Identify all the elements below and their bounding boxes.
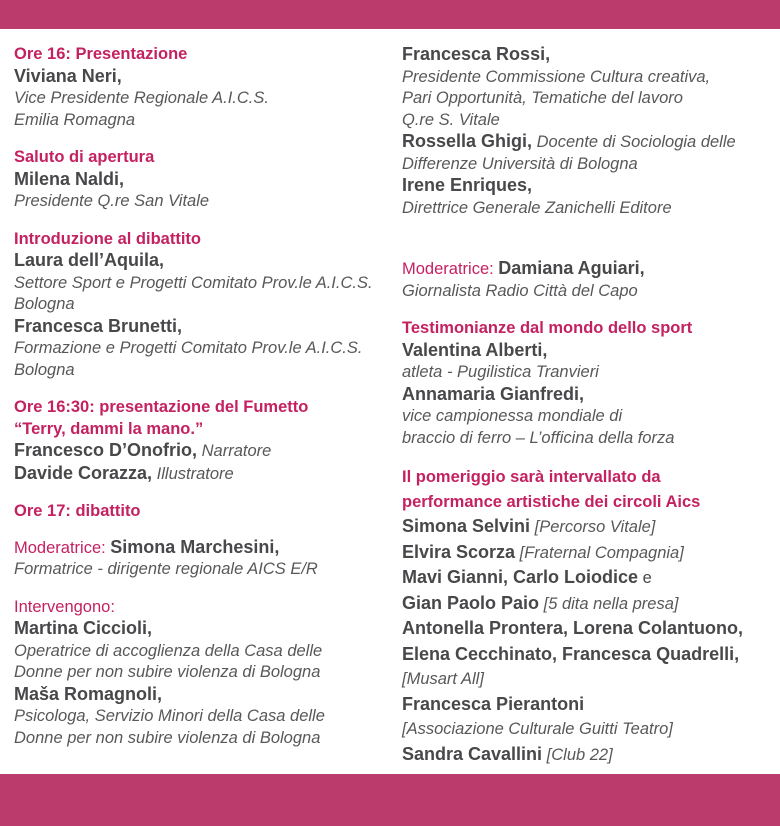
label-text: Intervengono:: [14, 597, 115, 616]
section-heading-text: Saluto di apertura: [14, 148, 155, 166]
program-line: [14, 191, 392, 213]
column-left: [14, 44, 392, 765]
program-line: [14, 44, 392, 66]
person-name: Simona Marchesini,: [110, 536, 280, 557]
role-text: atleta - Pugilistica Tranvieri: [402, 363, 599, 381]
person-name: Elvira Scorza: [402, 541, 516, 562]
program-line: [402, 340, 772, 363]
person-name: Laura dell’Aquila,: [14, 250, 165, 270]
program-line: [14, 250, 392, 273]
section-heading-text: Testimonianze dal mondo dello sport: [402, 319, 693, 337]
program-block: [14, 597, 392, 750]
role-text: Presidente Commissione Cultura creativa,: [402, 67, 711, 86]
program-line: [14, 559, 392, 581]
program-block: [14, 44, 392, 131]
program-line: [14, 618, 392, 641]
program-line: [402, 154, 772, 176]
role-text: [5 dita nella presa]: [539, 594, 679, 613]
program-line: [14, 597, 392, 619]
person-name: Viviana Neri,: [14, 65, 122, 86]
program-line: [14, 273, 392, 295]
program-line: [14, 501, 392, 523]
program-line: [14, 706, 392, 728]
role-text: Formazione e Progetti Comitato Prov.le A.I.C.S.: [14, 339, 363, 357]
program-line: [402, 642, 772, 668]
program-line: [14, 662, 392, 684]
role-text: Giornalista Radio Città del Capo: [402, 281, 638, 300]
section-heading-text: Ore 16:30: presentazione del Fumetto: [14, 398, 309, 416]
program-line: [14, 66, 392, 89]
label-text: Moderatrice:: [14, 538, 111, 557]
role-text: Narratore: [197, 442, 272, 460]
program-line: [402, 175, 772, 198]
program-line: [14, 684, 392, 707]
program-block: [402, 465, 772, 767]
role-text: [Club 22]: [542, 745, 613, 764]
role-text: Illustratore: [152, 464, 234, 483]
program-line: [402, 88, 772, 110]
label-text: Moderatrice:: [402, 260, 499, 278]
program-line: [14, 110, 392, 132]
role-text: Vice Presidente Regionale A.I.C.S.: [14, 89, 269, 107]
person-name: Antonella Prontera, Lorena Colantuono,: [402, 618, 744, 638]
person-name: Valentina Alberti,: [402, 339, 548, 360]
section-heading-text: performance artistiche dei circoli Aics: [402, 492, 701, 511]
role-text: Presidente Q.re San Vitale: [14, 192, 210, 210]
program-line: [402, 131, 772, 154]
program-line: [14, 229, 392, 251]
role-text: [Percorso Vitale]: [530, 518, 656, 536]
program-line: [402, 616, 772, 642]
program-line: [14, 338, 392, 360]
role-text: Docente di Sociologia delle: [532, 133, 736, 151]
role-text: Direttrice Generale Zanichelli Editore: [402, 198, 672, 217]
section-heading-text: Il pomeriggio sarà intervallato da: [402, 468, 661, 486]
person-name: Irene Enriques,: [402, 175, 533, 195]
role-text: [Associazione Culturale Guitti Teatro]: [402, 720, 673, 738]
program-block: [14, 397, 392, 485]
program-block: [402, 44, 772, 219]
program-line: [14, 641, 392, 663]
program-line: [402, 742, 772, 768]
program-line: [14, 360, 392, 382]
role-text: Psicologa, Servizio Minori della Casa delle: [14, 707, 325, 725]
person-name: Francesca Rossi,: [402, 44, 551, 64]
program-line: [14, 316, 392, 339]
program-line: [14, 88, 392, 110]
person-name: Martina Ciccioli,: [14, 618, 153, 638]
role-text: Donne per non subire violenza di Bologna: [14, 663, 321, 681]
plain-text: e: [638, 569, 652, 587]
program-line: [402, 514, 772, 540]
program-line: [14, 294, 392, 316]
column-right: [402, 44, 772, 783]
program-block: [14, 229, 392, 382]
program-block: [14, 501, 392, 523]
program-line: [14, 728, 392, 750]
program-line: [402, 667, 772, 692]
role-text: [Musart All]: [402, 670, 484, 688]
program-line: [402, 44, 772, 67]
person-name: Elena Cecchinato, Francesca Quadrelli,: [402, 643, 740, 664]
program-block: [402, 258, 772, 302]
program-block: [14, 537, 392, 581]
person-name: Mavi Gianni, Carlo Loiodice: [402, 567, 639, 587]
program-line: [402, 406, 772, 428]
program-line: [402, 428, 772, 450]
program-line: [402, 110, 772, 132]
person-name: Milena Naldi,: [14, 168, 125, 189]
section-heading-text: Ore 16: Presentazione: [14, 45, 188, 63]
person-name: Sandra Cavallini: [402, 743, 543, 764]
top-border-bar: [0, 0, 780, 29]
program-line: [402, 591, 772, 617]
program-line: [14, 397, 392, 419]
person-name: Davide Corazza,: [14, 462, 153, 483]
program-line: [402, 318, 772, 340]
person-name: Simona Selvini: [402, 516, 531, 536]
person-name: Maša Romagnoli,: [14, 683, 163, 704]
program-line: [402, 465, 772, 490]
program-line: [402, 384, 772, 407]
program-line: [402, 540, 772, 566]
program-block: [14, 147, 392, 213]
program-line: [402, 281, 772, 303]
program-line: [14, 537, 392, 560]
role-text: Pari Opportunità, Tematiche del lavoro: [402, 89, 683, 107]
role-text: Operatrice di accoglienza della Casa delle: [14, 641, 323, 660]
role-text: Differenze Università di Bologna: [402, 154, 638, 173]
program-line: [14, 440, 392, 463]
role-text: Emilia Romagna: [14, 110, 136, 129]
person-name: Francesca Pierantoni: [402, 693, 585, 714]
role-text: Bologna: [14, 360, 75, 379]
role-text: Formatrice - dirigente regionale AICS E/R: [14, 560, 318, 578]
program-line: [14, 169, 392, 192]
program-block: [402, 318, 772, 449]
program-line: [402, 67, 772, 89]
person-name: Francesco D’Onofrio,: [14, 440, 198, 460]
section-heading-text: “Terry, dammi la mano.”: [14, 419, 204, 438]
role-text: Q.re S. Vitale: [402, 110, 500, 129]
role-text: [Fraternal Compagnia]: [515, 543, 684, 562]
section-heading-text: Ore 17: dibattito: [14, 502, 141, 520]
program-line: [402, 490, 772, 515]
program-line: [402, 362, 772, 384]
program-line: [402, 198, 772, 220]
program-line: [402, 565, 772, 591]
program-line: [402, 717, 772, 742]
role-text: Bologna: [14, 295, 75, 313]
bottom-border-bar: [0, 774, 780, 826]
role-text: braccio di ferro – L’officina della forza: [402, 428, 675, 447]
person-name: Annamaria Gianfredi,: [402, 383, 585, 404]
program-line: [14, 147, 392, 169]
person-name: Rossella Ghigi,: [402, 131, 533, 151]
program-line: [14, 463, 392, 486]
person-name: Gian Paolo Paio: [402, 592, 540, 613]
role-text: vice campionessa mondiale di: [402, 407, 623, 425]
program-line: [402, 258, 772, 281]
person-name: Damiana Aguiari,: [498, 258, 645, 278]
role-text: Settore Sport e Progetti Comitato Prov.le A.I.C.S.: [14, 273, 373, 292]
role-text: Donne per non subire violenza di Bologna: [14, 728, 321, 747]
person-name: Francesca Brunetti,: [14, 315, 183, 336]
program-line: [14, 419, 392, 441]
program-line: [402, 692, 772, 718]
section-heading-text: Introduzione al dibattito: [14, 229, 201, 248]
